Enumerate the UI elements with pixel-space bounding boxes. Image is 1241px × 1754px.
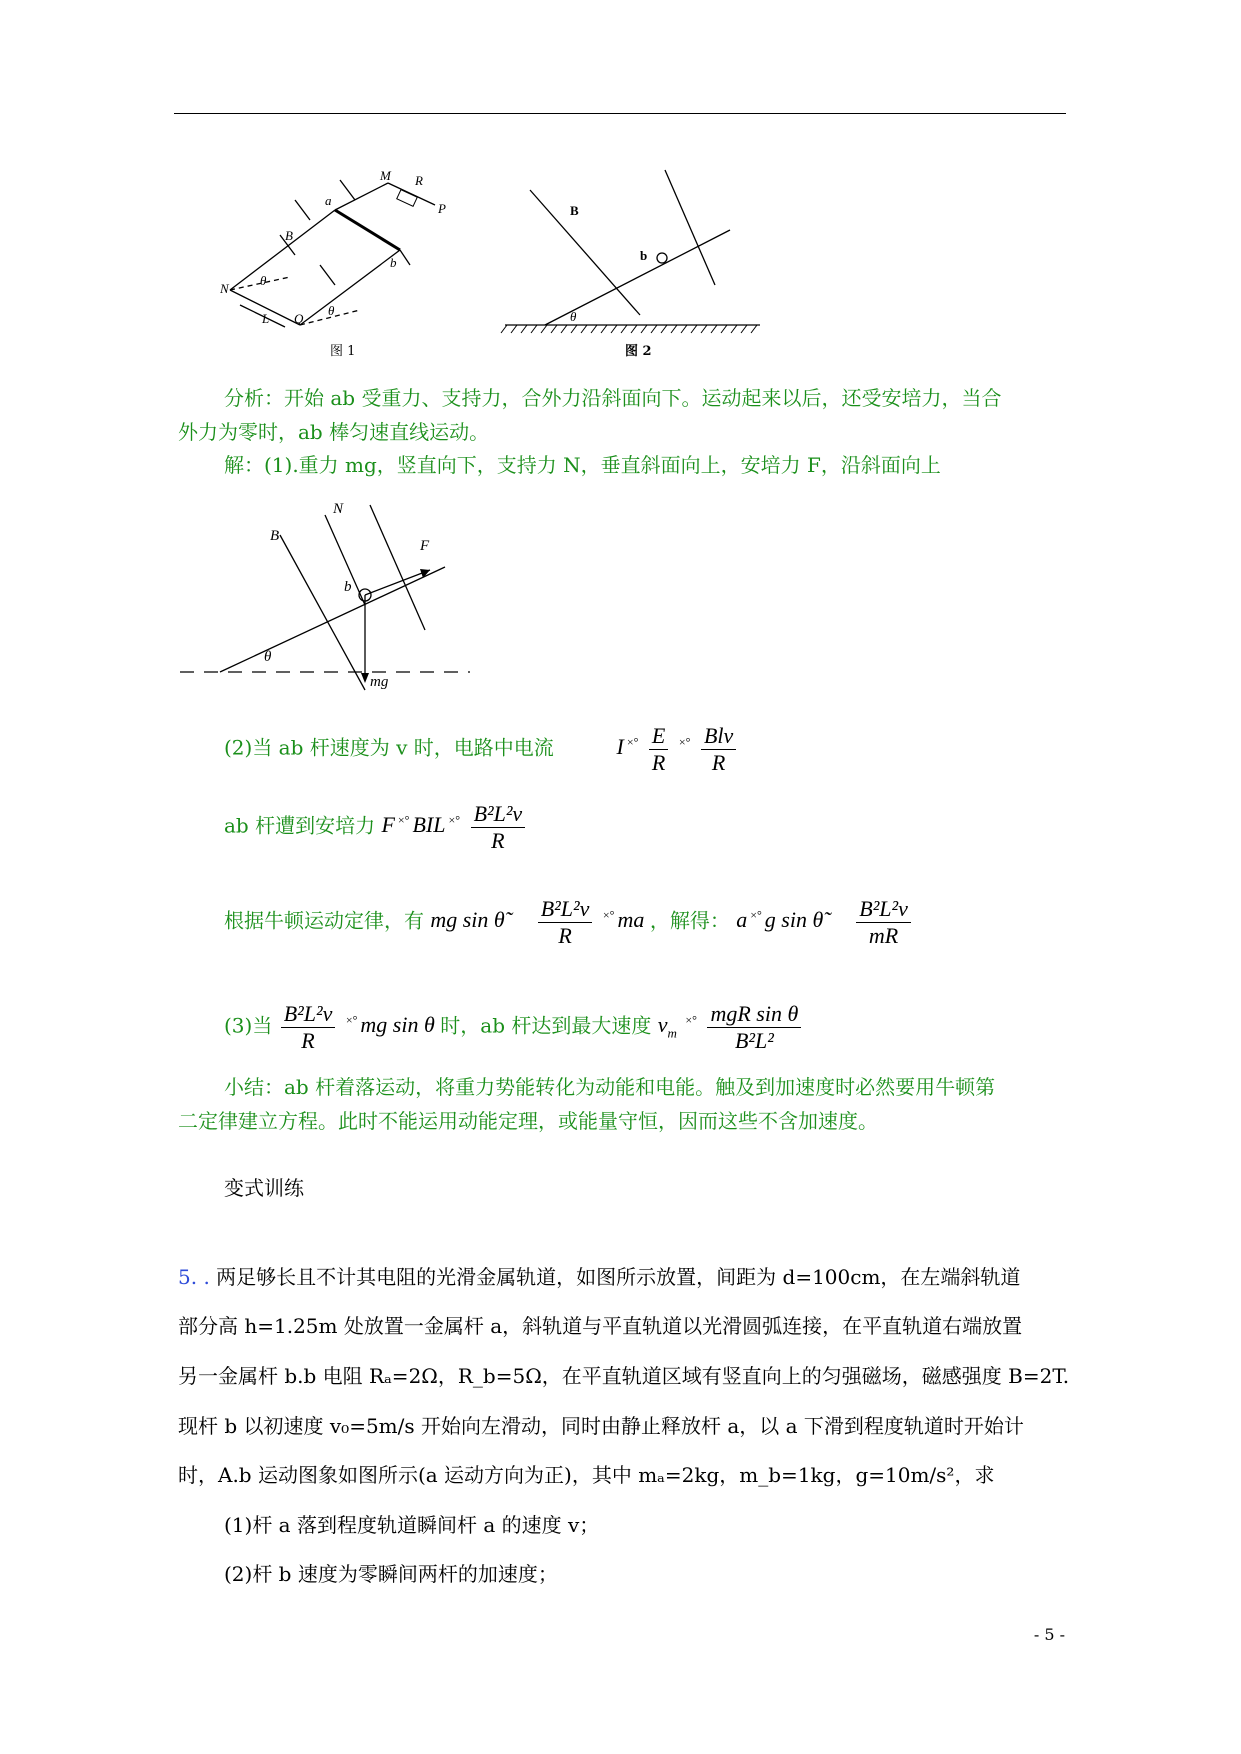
- fig1-caption: 图 1: [330, 344, 356, 359]
- eq4-solved: ，解得：: [649, 908, 730, 933]
- problem-number: 5. .: [178, 1265, 210, 1289]
- fig3-label-B: B: [270, 528, 280, 544]
- eq3-text: ab 杆遭到安培力: [224, 813, 376, 838]
- eq5-vm-sub: m: [667, 1025, 677, 1041]
- eq3-line: ab 杆遭到安培力 F ×° BIL ×° $\frac{\text{B²L²v}}{R}$: [224, 790, 527, 855]
- problem-line2: 部分高 h=1.25m 处放置一金属杆 a，斜轨道与平直轨道以光滑圆弧连接，在平直轨道右端放置: [178, 1314, 1023, 1338]
- fig1-label-R: R: [415, 173, 423, 188]
- page-number: - 5 -: [1033, 1625, 1065, 1644]
- eq4-num2: B²L²v: [856, 896, 911, 923]
- eq5-text-mid: 时，ab 杆达到最大速度: [440, 1013, 652, 1038]
- fig3-label-mg: mg: [370, 674, 389, 690]
- eq4-line: 根据牛顿运动定律，有 mg sin θ̃ $\frac{\text{B²L²v}}{R}$ ×° ma ，解得： a ×° g sin θ̃ $\frac{\text{B²L²v}}{mR}$: [224, 885, 913, 950]
- problem-line5: 时，A.b 运动图象如图所示(a 运动方向为正)，其中 mₐ=2kg，m_b=1kg，g=10m/s²，求: [178, 1463, 995, 1487]
- problem-line3: 另一金属杆 b.b 电阻 Rₐ=2Ω，R_b=5Ω，在平直轨道区域有竖直向上的匀强磁场，磁感强度 B=2T.: [178, 1364, 1070, 1388]
- fig1-label-theta1: θ: [260, 273, 267, 288]
- eq5-den2: B²L²: [734, 1027, 774, 1053]
- fig1-label-a: a: [325, 193, 332, 208]
- fig1-label-theta2: θ: [328, 303, 335, 318]
- eq2-I: I: [616, 734, 624, 760]
- eq2-Blv: Blv: [701, 723, 736, 750]
- eq3-den: R: [491, 827, 505, 853]
- figure-3: [180, 495, 480, 695]
- summary-line2: 二定律建立方程。此时不能运用动能定理，或能量守恒，因而这些不含加速度。: [178, 1109, 878, 1133]
- eq5-num: B²L²v: [281, 1001, 336, 1028]
- eq3-num: B²L²v: [471, 801, 526, 828]
- figure-1: [220, 165, 460, 365]
- problem-line1: [178, 1265, 1020, 1289]
- eq4-a: a: [736, 907, 748, 933]
- eq4-rhs: g sin θ̃: [764, 907, 824, 933]
- fig3-label-b: b: [344, 579, 352, 595]
- eq4-den2: mR: [868, 922, 899, 948]
- fig1-label-N: N: [220, 281, 229, 296]
- eq5-den: R: [301, 1027, 315, 1053]
- eq3-F: F: [381, 812, 395, 838]
- problem-line4: 现杆 b 以初速度 v₀=5m/s 开始向左滑动，同时由静止释放杆 a，以 a 下滑到程度轨道时开始计: [178, 1414, 1024, 1438]
- eq2-E: E: [649, 723, 668, 750]
- fig3-label-N: N: [333, 501, 344, 517]
- fig2-label-theta: θ: [570, 309, 577, 324]
- eq4-lhs: mg sin θ̃: [430, 907, 505, 933]
- eq5-vm: v: [657, 1012, 668, 1038]
- fig1-label-b: b: [390, 255, 397, 270]
- figure-2: [495, 165, 765, 365]
- fig3-label-F: F: [420, 538, 430, 554]
- analysis-line1: 分析：开始 ab 受重力、支持力，合外力沿斜面向下。运动起来以后，还受安培力，当合: [224, 386, 1002, 410]
- header-rule: [174, 113, 1066, 114]
- summary-line1: 小结：ab 杆着落运动，将重力势能转化为动能和电能。触及到加速度时必然要用牛顿第: [224, 1075, 996, 1099]
- eq5-line: (3)当 $\frac{\text{B²L²v}}{R}$ ×° mg sin θ 时，ab 杆达到最大速度 $v_m$ ×° $\frac{\text{mgR sin θ}}{\text{B²L²}}$: [224, 990, 803, 1064]
- fig3-label-theta: θ: [264, 649, 272, 665]
- fig1-label-L: L: [262, 311, 270, 326]
- eq3-BIL: BIL: [412, 812, 446, 838]
- solution-line: 解：(1).重力 mg，竖直向下，支持力 N，垂直斜面向上，安培力 F，沿斜面向上: [224, 453, 941, 477]
- fig1-label-B: B: [285, 228, 293, 243]
- eq4-num: B²L²v: [538, 896, 593, 923]
- problem-line1-text: 两足够长且不计其电阻的光滑金属轨道，如图所示放置，间距为 d=100cm，在左端斜轨道: [216, 1265, 1021, 1289]
- analysis-line2: 外力为零时，ab 棒匀速直线运动。: [178, 420, 490, 444]
- fig2-caption: 图 2: [625, 344, 652, 359]
- variant-title: 变式训练: [224, 1176, 304, 1200]
- eq2-R: R: [651, 749, 666, 775]
- fig1-label-P: P: [438, 201, 446, 216]
- fig2-label-b: b: [640, 248, 648, 263]
- fig1-label-Q: Q: [294, 311, 304, 326]
- eq5-mid: mg sin θ: [360, 1012, 435, 1038]
- eq5-text-pre: (3)当: [224, 1013, 273, 1038]
- eq4-text: 根据牛顿运动定律，有: [224, 908, 424, 933]
- fig2-label-B: B: [570, 203, 579, 218]
- eq4-ma: ma: [617, 907, 645, 933]
- fig1-label-M: M: [380, 168, 391, 183]
- eq2-R2: R: [711, 749, 726, 775]
- problem-q1: (1)杆 a 落到程度轨道瞬间杆 a 的速度 v；: [224, 1513, 600, 1537]
- eq2-line: (2)当 ab 杆速度为 v 时，电路中电流 I ×° $\frac{E}{R}$ ×° $\frac{\text{Blv}}{R}$: [224, 712, 738, 777]
- problem-q2: (2)杆 b 速度为零瞬间两杆的加速度；: [224, 1562, 558, 1586]
- eq2-text: (2)当 ab 杆速度为 v 时，电路中电流: [224, 735, 554, 760]
- eq5-num2: mgR sin θ: [707, 1001, 801, 1028]
- eq4-den: R: [558, 922, 572, 948]
